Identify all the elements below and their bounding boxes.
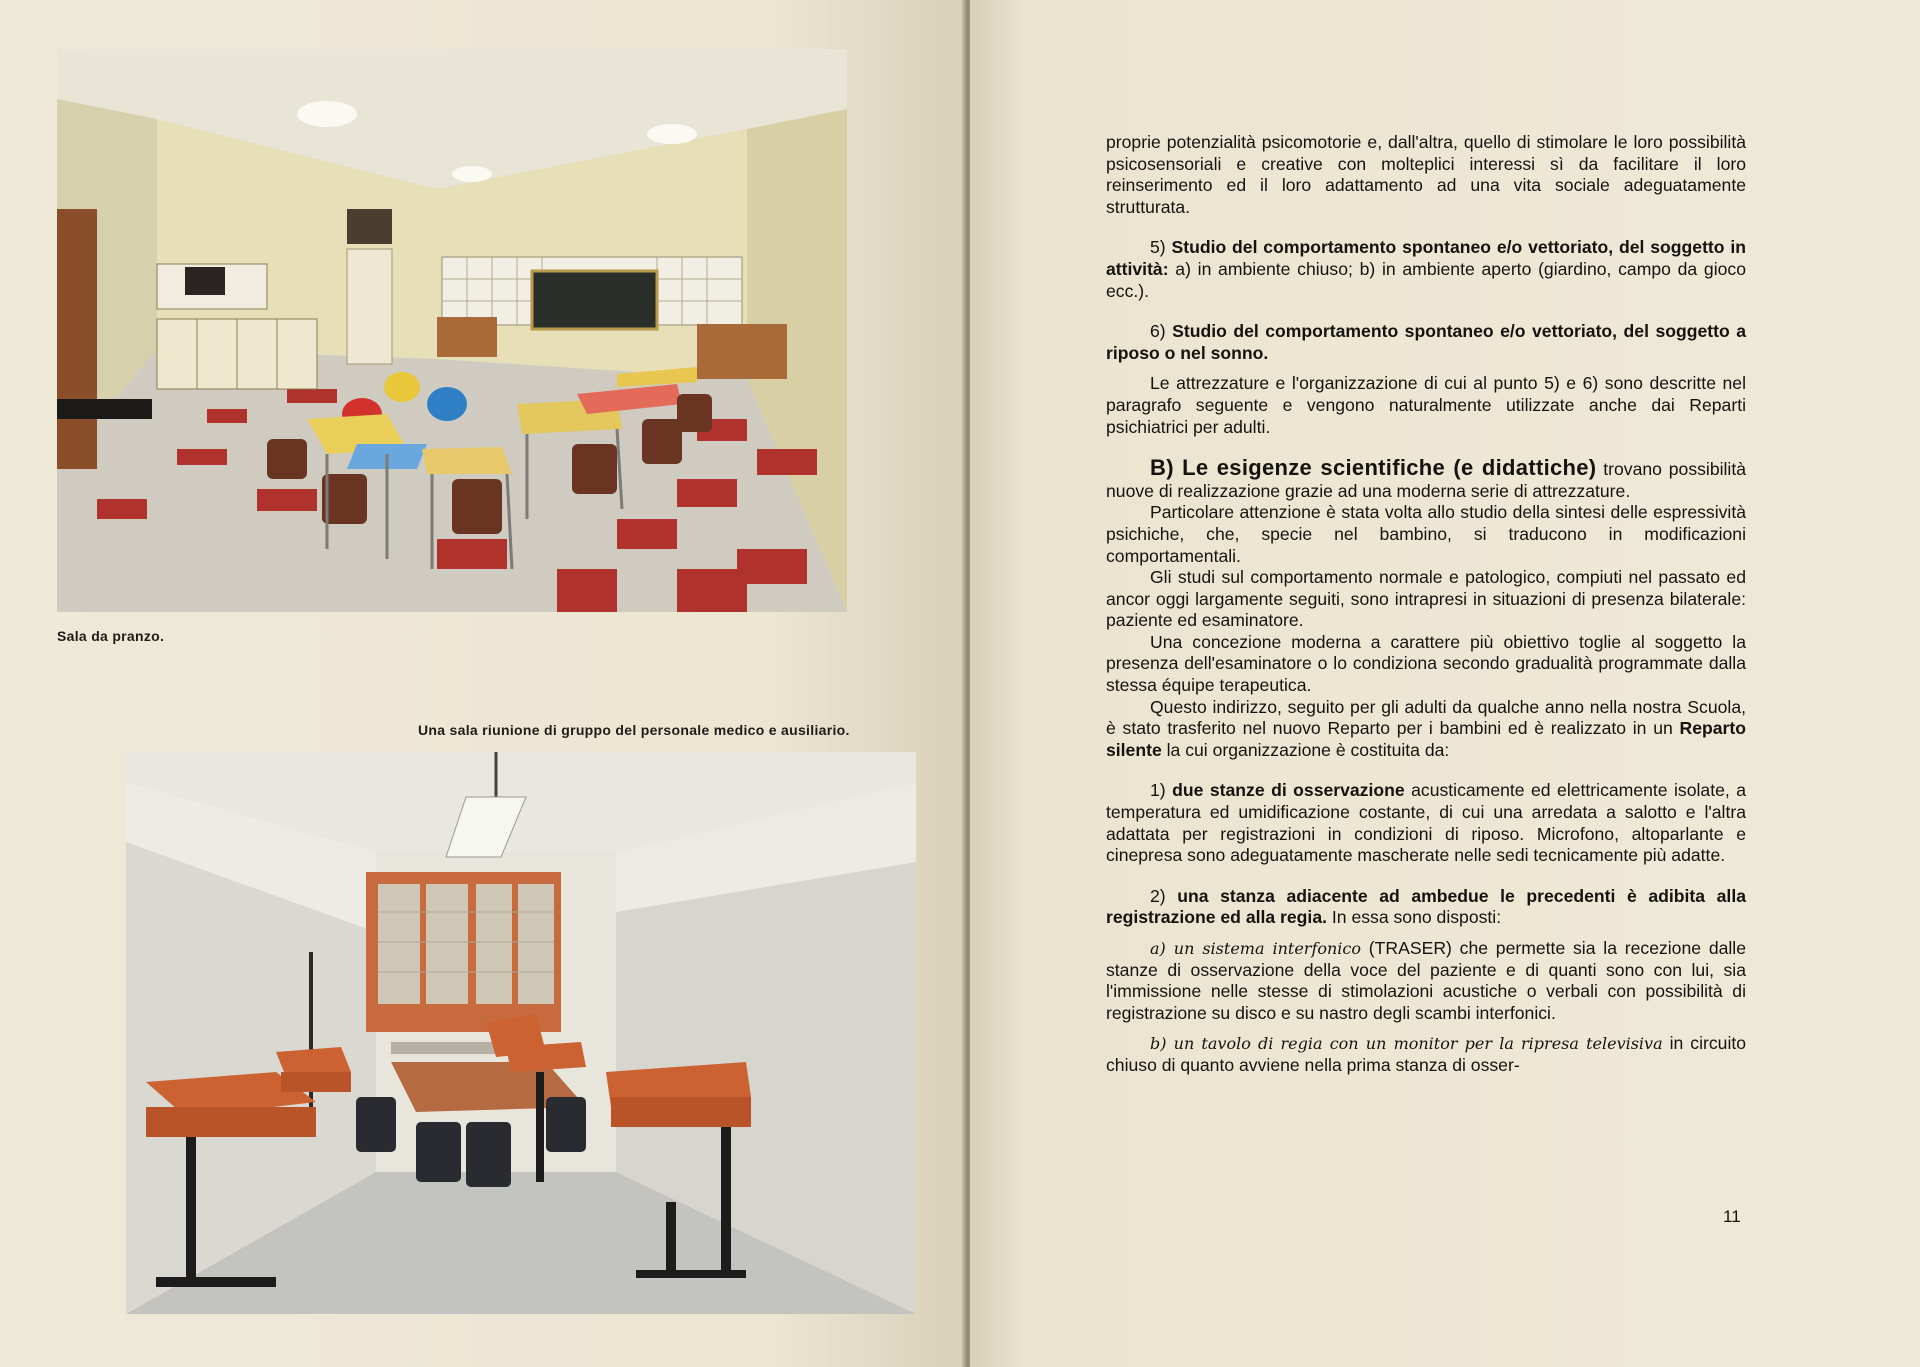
text-column (1106, 132, 1746, 1077)
item-6-bold: Studio del comportamento spontaneo e/o vettoriato, del soggetto a riposo o nel sonno. (1106, 321, 1746, 363)
item-1 (1106, 780, 1746, 866)
section-b-text: trovano possibilità nuove di realizzazione grazie ad una moderna serie di attrezzature. (1106, 459, 1747, 501)
photo-meeting-room (126, 752, 916, 1314)
caption-dining-room: Sala da pranzo. (57, 628, 165, 644)
item-5-number: 5) (1150, 237, 1166, 258)
item-1-number: 1) (1150, 780, 1166, 801)
paragraph-questo-text-a: Questo indirizzo, seguito per gli adulti da qualche anno nella nostra Scuola, è stato trasferito nel nuovo Reparto per i bambini ed è realizzato in un (1106, 696, 1746, 739)
item-5-text: a) in ambiente chiuso; b) in ambiente aperto (giardino, campo da gioco ecc.). (1106, 258, 1746, 301)
item-2-number: 2) (1150, 885, 1166, 906)
subitem-a (1106, 938, 1746, 1024)
reparto-silente: Reparto silente (1106, 718, 1746, 760)
section-b (1106, 457, 1746, 502)
paragraph-studi: Gli studi sul comportamento normale e patologico, compiuti nel passato ed ancor oggi largamente seguiti, sono intrapresi in situazioni di presenza bilaterale: paziente ed esaminatore. (1106, 567, 1746, 631)
paragraph-intro: proprie potenzialità psicomotorie e, dall'altra, quello di stimolare le loro possibilità psicosensoriali e creative con molteplici interessi sì da facilitare il loro reinserimento ed il loro adattamento ad una vita sociale adeguatamente strutturata. (1106, 132, 1746, 217)
page-number: 11 (1723, 1207, 1741, 1226)
subitem-a-italic: a) un sistema interfonico (1150, 939, 1362, 958)
item-2-text: In essa sono disposti: (1331, 907, 1502, 928)
photo-dining-room (57, 49, 847, 612)
item-2 (1106, 886, 1746, 929)
subitem-b-italic: b) un tavolo di regia con un monitor per la ripresa televisiva (1150, 1034, 1663, 1054)
section-b-heading: B) Le esigenze scientifiche (e didattiche) (1150, 455, 1597, 481)
subitem-a-text: (TRASER) che permette sia la recezione dalle stanze di osservazione della voce del paziente e di quanti sono con lui, sia l'immissione nelle stesse di stimolazioni acustiche o verbali con possibilità di registrazione su disco e su nastro degli scambi interfonici. (1106, 938, 1746, 1023)
item-1-text: acusticamente ed elettricamente isolate, a temperatura ed umidificazione costante, di cui una arredata a salotto e l'altra adattata per registrazioni in condizioni di riposo. Microfono, altoparlante e cinepresa sono adeguatamente mascherate nelle sedi tecnicamente più adatte. (1106, 780, 1746, 866)
paragraph-questo (1106, 697, 1746, 762)
item-6-number: 6) (1150, 321, 1166, 342)
caption-meeting-room: Una sala riunione di gruppo del personale medico e ausiliario. (418, 722, 850, 738)
item-6 (1106, 321, 1746, 364)
item-1-bold: due stanze di osservazione (1172, 780, 1405, 801)
paragraph-particolare: Particolare attenzione è stata volta allo studio della sintesi delle espressività psichiche, che, specie nel bambino, si traducono in modificazioni comportamentali. (1106, 502, 1746, 566)
paragraph-concezione: Una concezione moderna a carattere più obiettivo toglie al soggetto la presenza dell'esaminatore o lo condiziona secondo gradualità programmate dalla stessa équipe terapeutica. (1106, 631, 1746, 696)
subitem-b-text: in circuito chiuso di quanto avviene nella prima stanza di osser- (1106, 1033, 1747, 1075)
subitem-b (1106, 1033, 1746, 1076)
paragraph-questo-text-b: la cui organizzazione è costituita da: (1166, 739, 1450, 760)
paragraph-attrezzature: Le attrezzature e l'organizzazione di cui al punto 5) e 6) sono descritte nel paragrafo seguente e vengono naturalmente utilizzate anche dai Reparti psichiatrici per adulti. (1106, 373, 1746, 437)
item-5-bold: Studio del comportamento spontaneo e/o vettoriato, del soggetto in attività: (1106, 237, 1747, 279)
item-5 (1106, 237, 1746, 302)
item-2-bold: una stanza adiacente ad ambedue le precedenti è adibita alla registrazione ed alla regia. (1106, 885, 1746, 928)
